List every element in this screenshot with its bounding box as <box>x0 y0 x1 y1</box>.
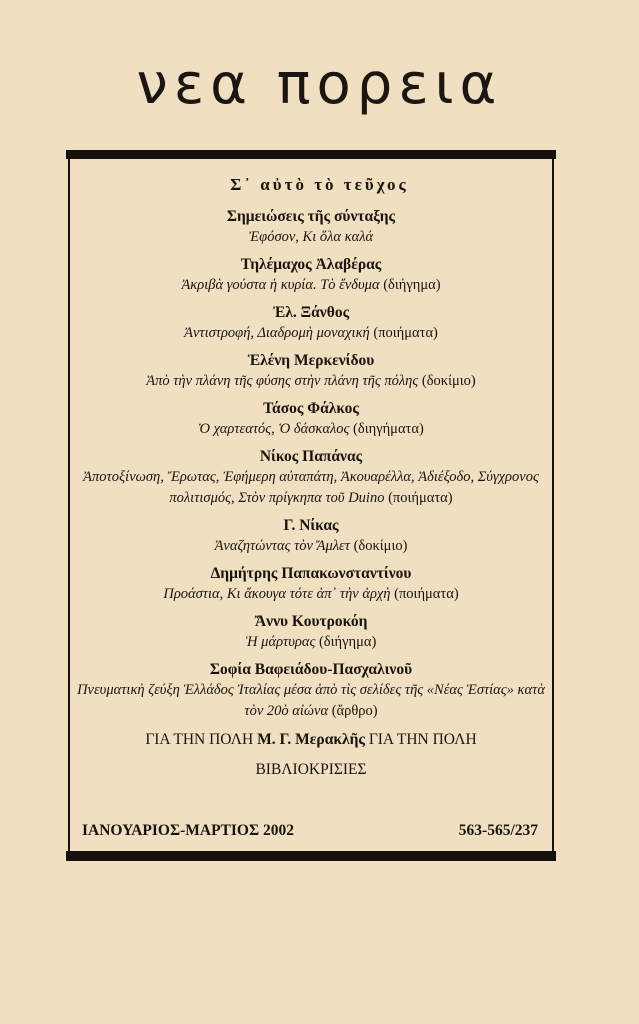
toc-entry <box>70 302 552 344</box>
entry-works: Ἐφόσον, Κι ὅλα καλά <box>248 229 374 245</box>
entry-works: Ἀναζητώντας τὸν Ἄμλετ (δοκίμιο) <box>214 538 408 554</box>
entry-author: Δημήτρης Παπακωνσταντίνου <box>210 565 412 582</box>
issue-number: 563-565/237 <box>458 822 538 839</box>
entry-author: Σημειώσεις τῆς σύνταξης <box>226 208 396 225</box>
toc-entry <box>70 563 552 605</box>
special-prefix: ΓΙΑ ΤΗΝ ΠΟΛΗ <box>145 731 254 748</box>
entry-works: Ἀκριβὰ γούστα ἡ κυρία. Τὸ ἔνδυμα (διήγημα) <box>181 277 441 293</box>
bottom-rule <box>66 851 556 861</box>
special-suffix: ΓΙΑ ΤΗΝ ΠΟΛΗ <box>368 731 477 748</box>
table-of-contents <box>70 206 552 782</box>
entry-author: Νίκος Παπάνας <box>259 448 363 465</box>
reviews-section: ΒΙΒΛΙΟΚΡΙΣΙΕΣ <box>255 761 367 778</box>
entry-author: Ἄννυ Κουτροκόη <box>254 613 368 630</box>
entry-works: Προάστια, Κι ἄκουγα τότε ἀπ᾿ τὴν ἀρχὴ (ποιήματα) <box>163 586 459 602</box>
entry-works: Ἀντιστροφή, Διαδρομὴ μοναχική (ποιήματα) <box>184 325 438 341</box>
issue-date: ΙΑΝΟΥΑΡΙΟΣ-ΜΑΡΤΙΟΣ 2002 <box>82 822 294 839</box>
entry-works: Πνευματικὴ ζεύξη Ἑλλάδος Ἰταλίας μέσα ἀπὸ τὶς σελίδες τῆς «Νέας Ἑστίας» κατὰ τὸν 20ὸ αἰώνα (ἄρθρο) <box>77 682 545 719</box>
special-section <box>70 728 552 752</box>
toc-entry <box>70 398 552 440</box>
special-author: Μ. Γ. Μερακλῆς <box>257 731 365 748</box>
toc-entry <box>70 446 552 509</box>
entry-author: Σοφία Βαφειάδου-Πασχαλινοῦ <box>209 661 413 678</box>
toc-heading: Σ᾿ αὐτὸ τὸ τεῦχος <box>230 175 409 194</box>
toc-entry <box>70 254 552 296</box>
journal-title: νεα πορεια <box>136 52 503 117</box>
toc-entry <box>70 611 552 653</box>
toc-entry <box>70 515 552 557</box>
entry-author: Τηλέμαχος Ἀλαβέρας <box>240 256 382 273</box>
entry-works: Ἀποτοξίνωση, Ἔρωτας, Ἐφήμερη αὐταπάτη, Ἀκουαρέλλα, Ἀδιέξοδο, Σύγχρονος πολιτισμός, Στὸν πρίγκηπα τοῦ Duino (ποιήματα) <box>83 469 539 506</box>
entry-works: Ὁ χαρτεατός, Ὁ δάσκαλος (διηγήματα) <box>198 421 424 437</box>
toc-entry <box>70 659 552 722</box>
entry-author: Τάσος Φάλκος <box>263 400 359 417</box>
entry-author: Ἑλένη Μερκενίδου <box>247 352 375 369</box>
entry-author: Ἐλ. Ξάνθος <box>272 304 350 321</box>
toc-entry <box>70 350 552 392</box>
toc-entry <box>70 206 552 248</box>
entry-works: Ἡ μάρτυρας (διήγημα) <box>245 634 377 650</box>
entry-works: Ἀπὸ τὴν πλάνη τῆς φύσης στὴν πλάνη τῆς πόλης (δοκίμιο) <box>146 373 476 389</box>
entry-author: Γ. Νίκας <box>283 517 339 534</box>
